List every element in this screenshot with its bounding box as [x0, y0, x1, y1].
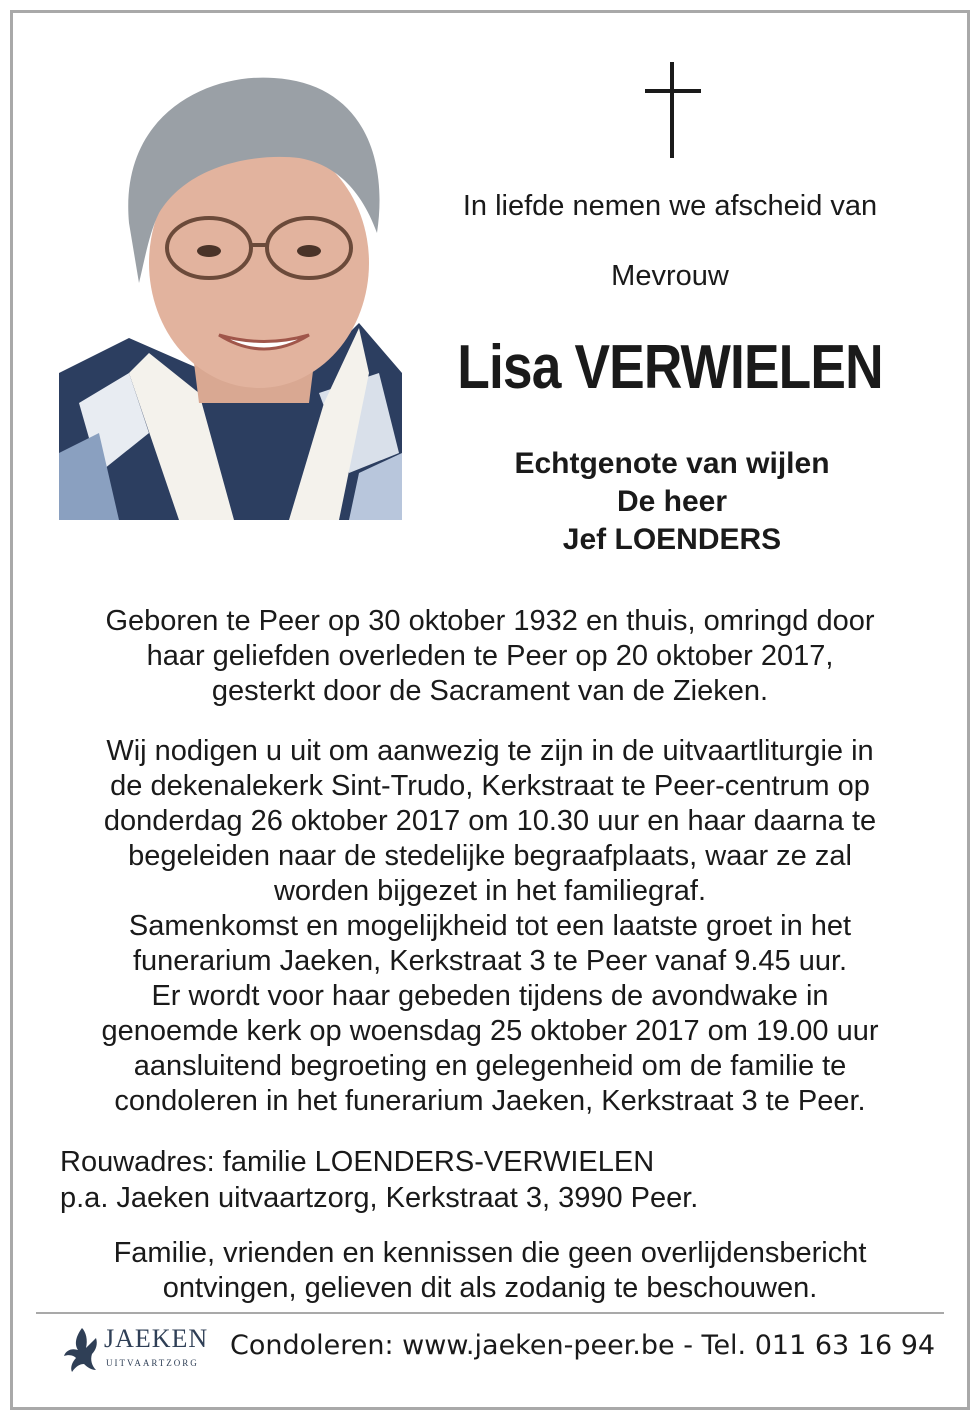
salutation: Mevrouw — [611, 260, 729, 292]
logo-subtitle: UITVAARTZORG — [106, 1358, 199, 1368]
text-line: funerarium Jaeken, Kerkstraat 3 te Peer vanaf 9.45 uur. — [132, 945, 848, 977]
intro-text: In liefde nemen we afscheid van — [462, 190, 878, 222]
text-line: de dekenalekerk Sint-Trudo, Kerkstraat te Peer-centrum op — [110, 770, 870, 802]
dove-icon — [62, 1324, 102, 1374]
address-line: Rouwadres: familie LOENDERS-VERWIELEN — [60, 1146, 655, 1178]
logo-name: JAEKEN — [104, 1324, 209, 1353]
text-line: Wij nodigen u uit om aanwezig te zijn in de uitvaartliturgie in — [106, 735, 874, 767]
birth-death-paragraph — [40, 604, 940, 709]
portrait-photo — [59, 73, 402, 520]
spouse-line: De heer — [616, 485, 728, 518]
spouse-line: Echtgenote van wijlen — [514, 447, 830, 480]
text-line: aansluitend begroeting en gelegenheid om de familie te — [133, 1050, 847, 1082]
mourning-address — [60, 1144, 940, 1216]
spouse-block — [422, 445, 922, 559]
text-line: Samenkomst en mogelijkheid tot een laatste groet in het — [128, 910, 852, 942]
condolence-contact: Condoleren: www.jaeken-peer.be - Tel. 011 63 16 94 — [230, 1330, 936, 1361]
spouse-name: Jef LOENDERS — [562, 523, 782, 556]
text-line: haar geliefden overleden te Peer op 20 oktober 2017, — [146, 640, 834, 672]
text-line: donderdag 26 oktober 2017 om 10.30 uur en haar daarna te — [103, 805, 877, 837]
text-line: gesterkt door de Sacrament van de Zieken. — [211, 675, 769, 707]
text-line: Geboren te Peer op 30 oktober 1932 en thuis, omringd door — [105, 605, 875, 637]
cross-icon — [645, 62, 701, 158]
text-line: condoleren in het funerarium Jaeken, Kerkstraat 3 te Peer. — [114, 1085, 866, 1117]
text-line: Er wordt voor haar gebeden tijdens de avondwake in — [151, 980, 829, 1012]
funeral-invitation-paragraph — [40, 734, 940, 1119]
address-line: p.a. Jaeken uitvaartzorg, Kerkstraat 3, 3990 Peer. — [60, 1182, 699, 1214]
footer-divider — [36, 1312, 944, 1314]
text-line: worden bijgezet in het familiegraf. — [273, 875, 706, 907]
text-line: ontvingen, gelieven dit als zodanig te beschouwen. — [162, 1272, 818, 1304]
text-line: Familie, vrienden en kennissen die geen overlijdensbericht — [113, 1237, 867, 1269]
jaeken-logo — [62, 1324, 222, 1376]
text-line: genoemde kerk op woensdag 25 oktober 2017 om 19.00 uur — [101, 1015, 879, 1047]
deceased-name: Lisa VERWIELEN — [457, 333, 883, 402]
text-line: begeleiden naar de stedelijke begraafplaats, waar ze zal — [128, 840, 852, 872]
family-notice-paragraph — [40, 1236, 940, 1306]
